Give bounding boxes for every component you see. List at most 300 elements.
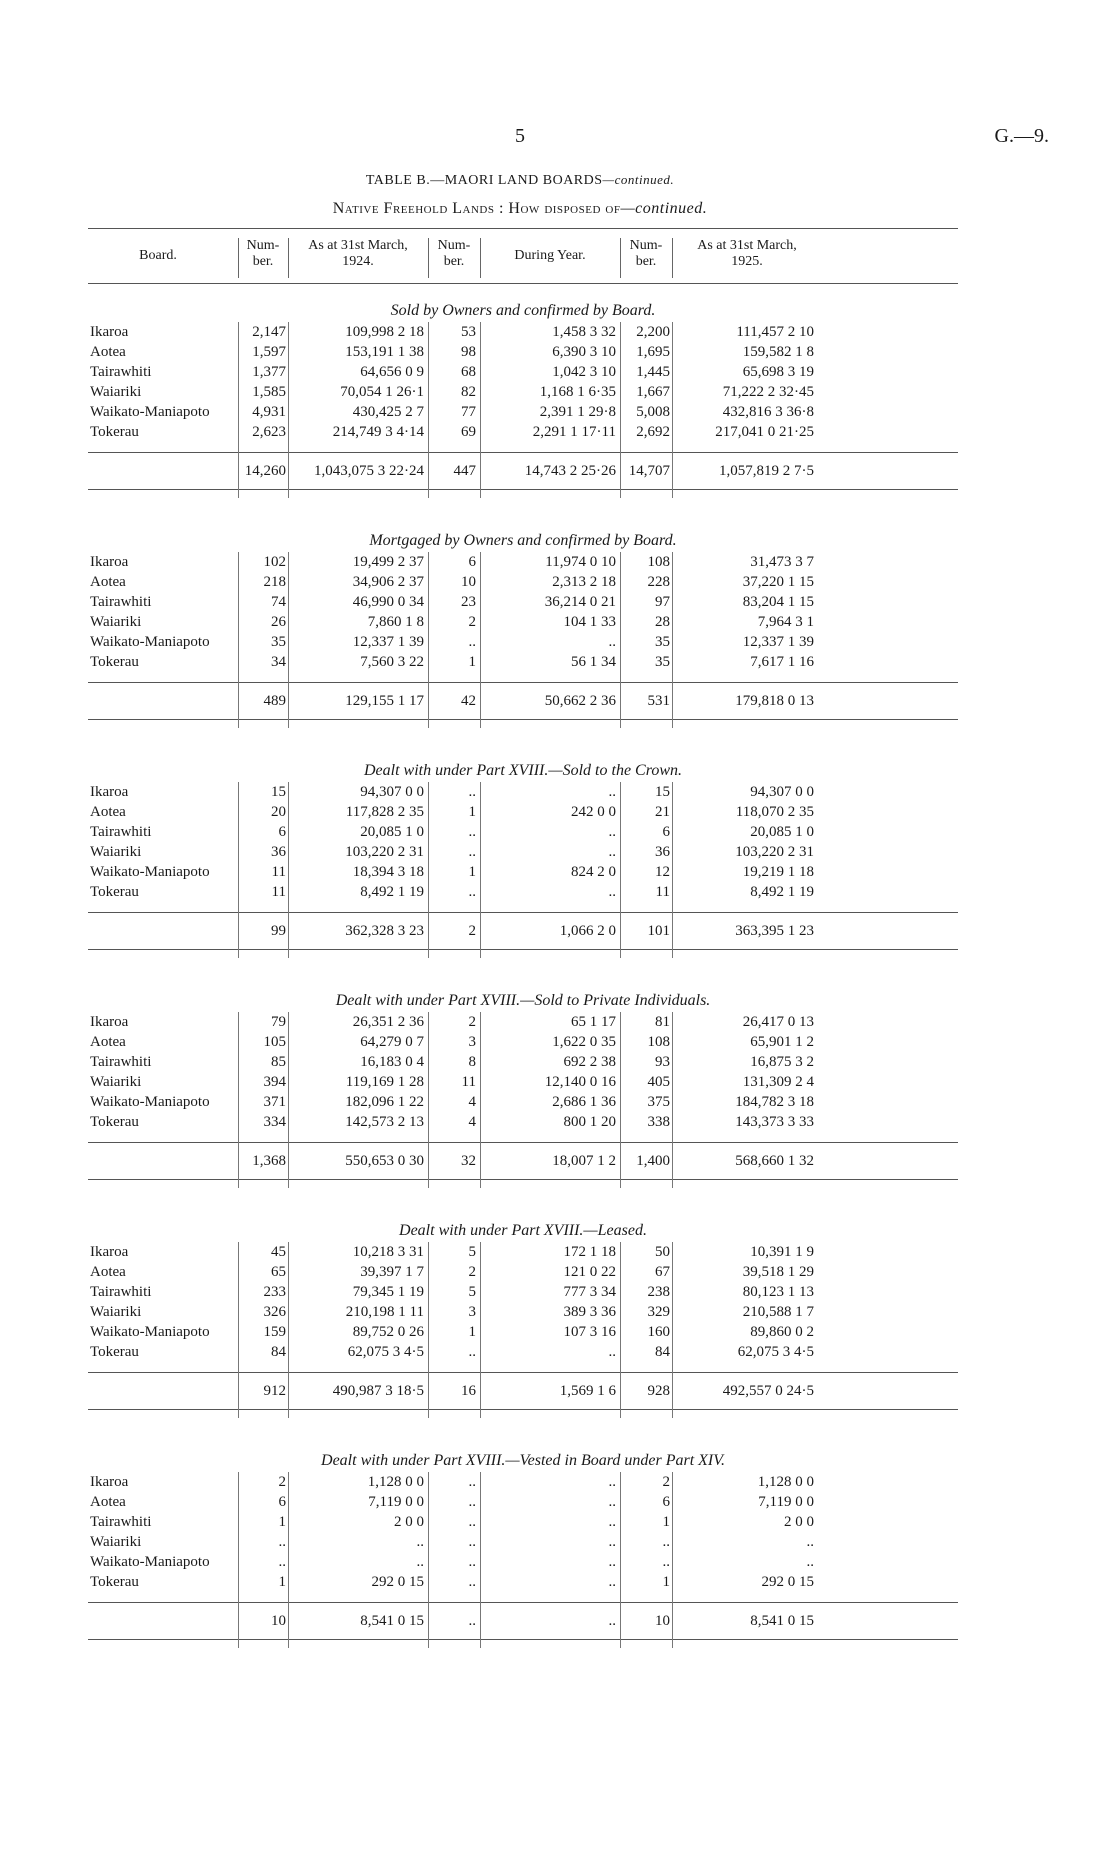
cell-number-year: 2 <box>468 1014 476 1030</box>
section-title: Mortgaged by Owners and confirmed by Board. <box>369 532 677 549</box>
table-row <box>88 842 958 862</box>
table-row <box>88 322 958 342</box>
cell-area-1925: 12,337 1 39 <box>742 634 814 650</box>
total-area-year: 1,569 1 6 <box>559 1383 616 1399</box>
total-area-1924: 129,155 1 17 <box>345 693 424 709</box>
table-row <box>88 1032 958 1052</box>
cell-area-1924: 64,279 0 7 <box>360 1034 424 1050</box>
cell-number-1925: 1,695 <box>636 344 670 360</box>
section-rows <box>88 552 958 720</box>
cell-area-1924: 26,351 2 36 <box>352 1014 424 1030</box>
column-divider <box>428 1472 429 1648</box>
cell-number-1924: .. <box>278 1534 286 1550</box>
section-total-row <box>88 1142 958 1180</box>
column-divider <box>238 1012 239 1188</box>
cell-number-year: 8 <box>468 1054 476 1070</box>
column-divider <box>480 1012 481 1188</box>
cell-area-year: 121 0 22 <box>563 1264 616 1280</box>
section-rows <box>88 782 958 950</box>
cell-area-year: 104 1 33 <box>563 614 616 630</box>
cell-area-year: 11,974 0 10 <box>545 554 616 570</box>
cell-area-1924: 64,656 0 9 <box>360 364 424 380</box>
cell-number-1925: .. <box>662 1554 670 1570</box>
column-divider <box>428 1012 429 1188</box>
cell-area-1924: 153,191 1 38 <box>345 344 424 360</box>
board-name: Waikato-Maniapoto <box>90 1554 210 1570</box>
total-area-year: 1,066 2 0 <box>559 923 616 939</box>
cell-area-year: 172 1 18 <box>563 1244 616 1260</box>
column-divider <box>620 1012 621 1188</box>
cell-number-1925: 2,692 <box>636 424 670 440</box>
table-section <box>88 760 958 950</box>
cell-area-year: .. <box>608 824 616 840</box>
table-row <box>88 822 958 842</box>
table-row <box>88 592 958 612</box>
table-row <box>88 402 958 422</box>
cell-area-1925: 7,617 1 16 <box>750 654 814 670</box>
board-name: Tokerau <box>90 884 139 900</box>
section-title: Dealt with under Part XVIII.—Leased. <box>399 1222 647 1239</box>
board-name: Waikato-Maniapoto <box>90 404 210 420</box>
cell-number-1924: 15 <box>271 784 286 800</box>
cell-area-1925: .. <box>806 1534 814 1550</box>
cell-area-1924: 79,345 1 19 <box>352 1284 424 1300</box>
total-number-1924: 1,368 <box>252 1153 286 1169</box>
total-area-1924: 550,653 0 30 <box>345 1153 424 1169</box>
total-number-year: .. <box>468 1613 476 1629</box>
cell-number-year: 2 <box>468 1264 476 1280</box>
cell-number-year: .. <box>468 824 476 840</box>
cell-number-year: 1 <box>468 654 476 670</box>
cell-area-year: 6,390 3 10 <box>552 344 616 360</box>
table-row <box>88 1282 958 1302</box>
total-area-year: 50,662 2 36 <box>544 693 616 709</box>
cell-area-1924: 8,492 1 19 <box>360 884 424 900</box>
cell-area-1924: 46,990 0 34 <box>352 594 424 610</box>
cell-number-1924: 6 <box>278 1494 286 1510</box>
cell-area-year: .. <box>608 884 616 900</box>
page-number: 5 <box>515 125 525 147</box>
cell-area-year: 1,458 3 32 <box>552 324 616 340</box>
cell-area-1925: 217,041 0 21·25 <box>715 424 814 440</box>
cell-area-1925: 1,128 0 0 <box>757 1474 814 1490</box>
cell-number-1924: 2,623 <box>252 424 286 440</box>
cell-number-year: 4 <box>468 1114 476 1130</box>
table-row <box>88 802 958 822</box>
cell-area-1924: 7,560 3 22 <box>360 654 424 670</box>
cell-area-1925: 62,075 3 4·5 <box>737 1344 814 1360</box>
board-name: Tairawhiti <box>90 824 152 840</box>
cell-area-1925: 7,119 0 0 <box>758 1494 814 1510</box>
cell-area-1924: 10,218 3 31 <box>352 1244 424 1260</box>
total-number-1925: 1,400 <box>636 1153 670 1169</box>
cell-number-year: 1 <box>468 864 476 880</box>
board-name: Tairawhiti <box>90 1284 152 1300</box>
cell-number-year: 82 <box>461 384 476 400</box>
column-divider <box>480 782 481 958</box>
cell-number-1925: 5,008 <box>636 404 670 420</box>
board-name: Waiariki <box>90 614 142 630</box>
cell-area-year: 824 2 0 <box>571 864 616 880</box>
cell-area-1924: 210,198 1 11 <box>345 1304 424 1320</box>
table-row <box>88 1472 958 1492</box>
table-section <box>88 1450 958 1640</box>
board-name: Ikaroa <box>90 784 129 800</box>
section-total-row <box>88 682 958 720</box>
cell-area-1924: 16,183 0 4 <box>360 1054 424 1070</box>
cell-area-1924: 292 0 15 <box>371 1574 424 1590</box>
cell-number-year: 5 <box>468 1244 476 1260</box>
board-name: Waikato-Maniapoto <box>90 864 210 880</box>
cell-area-1924: 34,906 2 37 <box>352 574 424 590</box>
table-row <box>88 1532 958 1552</box>
cell-area-1924: 7,119 0 0 <box>368 1494 424 1510</box>
column-divider <box>480 1242 481 1418</box>
column-divider <box>288 1472 289 1648</box>
cell-area-1924: .. <box>416 1554 424 1570</box>
cell-area-1924: .. <box>416 1534 424 1550</box>
section-rows <box>88 1242 958 1410</box>
cell-area-1925: 26,417 0 13 <box>742 1014 814 1030</box>
cell-number-1924: 35 <box>271 634 286 650</box>
table-header <box>88 238 958 278</box>
total-area-1924: 362,328 3 23 <box>345 923 424 939</box>
cell-area-1925: 20,085 1 0 <box>750 824 814 840</box>
cell-area-year: 56 1 34 <box>571 654 616 670</box>
total-number-1925: 14,707 <box>628 463 670 479</box>
board-name: Tokerau <box>90 1574 139 1590</box>
column-divider <box>288 552 289 728</box>
table-row <box>88 552 958 572</box>
table-row <box>88 1052 958 1072</box>
total-number-year: 2 <box>468 923 476 939</box>
board-name: Ikaroa <box>90 554 129 570</box>
cell-number-1925: 35 <box>655 634 670 650</box>
header-board: Board. <box>139 248 177 263</box>
cell-area-1924: 70,054 1 26·1 <box>340 384 424 400</box>
cell-number-1925: 1,667 <box>636 384 670 400</box>
cell-number-1925: 108 <box>647 1034 670 1050</box>
board-name: Ikaroa <box>90 1474 129 1490</box>
column-divider <box>428 552 429 728</box>
column-divider <box>672 782 673 958</box>
cell-area-1924: 109,998 2 18 <box>345 324 424 340</box>
table-row <box>88 632 958 652</box>
column-divider <box>480 552 481 728</box>
cell-number-1925: 228 <box>647 574 670 590</box>
cell-number-1924: 1,597 <box>252 344 286 360</box>
table-row <box>88 572 958 592</box>
cell-number-1925: 1 <box>662 1574 670 1590</box>
column-divider <box>672 322 673 498</box>
cell-number-1924: 85 <box>271 1054 286 1070</box>
cell-number-1925: 1 <box>662 1514 670 1530</box>
board-name: Waiariki <box>90 1304 142 1320</box>
cell-area-year: 12,140 0 16 <box>544 1074 616 1090</box>
cell-area-1924: 2 0 0 <box>394 1514 424 1530</box>
cell-number-1924: 326 <box>263 1304 286 1320</box>
cell-number-year: 77 <box>461 404 476 420</box>
table-row <box>88 1092 958 1112</box>
cell-area-1924: 39,397 1 7 <box>360 1264 424 1280</box>
subtitle-cont: —continued. <box>620 200 708 217</box>
cell-area-1924: 7,860 1 8 <box>367 614 424 630</box>
cell-number-1924: 105 <box>263 1034 286 1050</box>
header-number-2: Num- ber. <box>437 238 471 269</box>
cell-area-1925: 2 0 0 <box>784 1514 814 1530</box>
header-top-rule <box>88 228 958 229</box>
total-number-1925: 531 <box>647 693 670 709</box>
cell-number-1924: 4,931 <box>252 404 286 420</box>
cell-number-year: .. <box>468 1514 476 1530</box>
header-number-3: Num- ber. <box>629 238 663 269</box>
cell-number-year: .. <box>468 634 476 650</box>
cell-area-1925: 7,964 3 1 <box>757 614 814 630</box>
cell-area-1925: 103,220 2 31 <box>735 844 814 860</box>
cell-number-1925: 97 <box>655 594 670 610</box>
table-row <box>88 1342 958 1362</box>
cell-area-year: .. <box>608 1344 616 1360</box>
cell-number-1925: 238 <box>647 1284 670 1300</box>
cell-area-year: 2,313 2 18 <box>552 574 616 590</box>
cell-area-year: 389 3 36 <box>563 1304 616 1320</box>
table-row <box>88 882 958 902</box>
table-section <box>88 530 958 720</box>
column-divider <box>620 782 621 958</box>
cell-number-1924: 36 <box>271 844 286 860</box>
cell-number-1924: 2,147 <box>252 324 286 340</box>
table-row <box>88 382 958 402</box>
section-total-row <box>88 1372 958 1410</box>
header-as-at-1924: As at 31st March, 1924. <box>308 238 408 269</box>
total-number-1925: 101 <box>647 923 670 939</box>
cell-area-1925: 89,860 0 2 <box>750 1324 814 1340</box>
cell-area-1924: 94,307 0 0 <box>360 784 424 800</box>
cell-number-1925: 2 <box>662 1474 670 1490</box>
column-divider <box>288 322 289 498</box>
cell-area-year: 1,168 1 6·35 <box>539 384 616 400</box>
section-total-row <box>88 912 958 950</box>
cell-number-1924: 65 <box>271 1264 286 1280</box>
cell-area-1925: .. <box>806 1554 814 1570</box>
table-subtitle <box>0 200 1040 218</box>
cell-area-1925: 31,473 3 7 <box>750 554 814 570</box>
cell-area-1925: 118,070 2 35 <box>735 804 814 820</box>
cell-number-1925: 6 <box>662 824 670 840</box>
cell-number-1925: 50 <box>655 1244 670 1260</box>
cell-number-1925: .. <box>662 1534 670 1550</box>
cell-area-year: .. <box>608 844 616 860</box>
header-during-year: During Year. <box>514 248 586 263</box>
table-title <box>0 172 1040 189</box>
section-title: Dealt with under Part XVIII.—Vested in Board under Part XIV. <box>321 1452 725 1469</box>
total-area-1925: 492,557 0 24·5 <box>722 1383 814 1399</box>
board-name: Tokerau <box>90 424 139 440</box>
table-row <box>88 1242 958 1262</box>
cell-area-1924: 12,337 1 39 <box>352 634 424 650</box>
total-area-1925: 568,660 1 32 <box>735 1153 814 1169</box>
column-divider <box>238 322 239 498</box>
header-as-at-1925: As at 31st March, 1925. <box>697 238 797 269</box>
cell-area-1924: 117,828 2 35 <box>345 804 424 820</box>
cell-number-1924: 84 <box>271 1344 286 1360</box>
cell-number-1925: 1,445 <box>636 364 670 380</box>
total-number-1924: 912 <box>263 1383 286 1399</box>
board-name: Waiariki <box>90 1534 142 1550</box>
cell-number-1925: 11 <box>655 884 670 900</box>
cell-number-1925: 329 <box>647 1304 670 1320</box>
cell-number-1924: 1 <box>278 1514 286 1530</box>
column-divider <box>620 1242 621 1418</box>
cell-number-1924: 1 <box>278 1574 286 1590</box>
cell-number-1925: 12 <box>655 864 670 880</box>
column-divider <box>238 1242 239 1418</box>
table-row <box>88 1012 958 1032</box>
total-area-1925: 179,818 0 13 <box>735 693 814 709</box>
cell-number-1925: 375 <box>647 1094 670 1110</box>
table-row <box>88 1262 958 1282</box>
cell-number-1925: 67 <box>655 1264 670 1280</box>
cell-number-1924: 334 <box>263 1114 286 1130</box>
board-name: Waikato-Maniapoto <box>90 1094 210 1110</box>
table-row <box>88 1302 958 1322</box>
board-name: Aotea <box>90 1264 126 1280</box>
cell-number-1925: 93 <box>655 1054 670 1070</box>
column-divider <box>288 1242 289 1418</box>
column-divider <box>288 1012 289 1188</box>
total-number-1924: 10 <box>271 1613 286 1629</box>
total-area-year: .. <box>608 1613 616 1629</box>
board-name: Aotea <box>90 1034 126 1050</box>
total-number-year: 16 <box>461 1383 476 1399</box>
table-title-main: TABLE B.—MAORI LAND BOARDS <box>365 173 603 188</box>
cell-number-1924: 218 <box>263 574 286 590</box>
cell-number-1924: 11 <box>271 864 286 880</box>
subtitle-main: Native Freehold Lands : How disposed of <box>332 200 621 217</box>
total-number-1924: 489 <box>263 693 286 709</box>
total-number-1925: 928 <box>647 1383 670 1399</box>
cell-area-year: 2,391 1 29·8 <box>539 404 616 420</box>
cell-number-year: 2 <box>468 614 476 630</box>
cell-number-1924: 233 <box>263 1284 286 1300</box>
cell-number-year: 23 <box>461 594 476 610</box>
section-rows <box>88 1472 958 1640</box>
column-divider <box>428 322 429 498</box>
cell-number-1925: 84 <box>655 1344 670 1360</box>
column-divider <box>238 782 239 958</box>
board-name: Waiariki <box>90 844 142 860</box>
cell-number-1925: 338 <box>647 1114 670 1130</box>
column-divider <box>672 1472 673 1648</box>
board-name: Tokerau <box>90 1114 139 1130</box>
cell-number-1924: 34 <box>271 654 286 670</box>
cell-area-year: .. <box>608 1574 616 1590</box>
column-divider <box>672 1242 673 1418</box>
column-divider <box>238 1472 239 1648</box>
board-name: Waiariki <box>90 1074 142 1090</box>
board-name: Waikato-Maniapoto <box>90 1324 210 1340</box>
cell-area-year: 692 2 38 <box>563 1054 616 1070</box>
board-name: Aotea <box>90 574 126 590</box>
board-name: Waiariki <box>90 384 142 400</box>
cell-area-year: 777 3 34 <box>563 1284 616 1300</box>
cell-number-year: .. <box>468 1554 476 1570</box>
total-number-year: 447 <box>453 463 476 479</box>
page-reference: G.—9. <box>994 125 1049 147</box>
board-name: Tairawhiti <box>90 1054 152 1070</box>
cell-number-1924: 2 <box>278 1474 286 1490</box>
table-row <box>88 862 958 882</box>
cell-number-year: 11 <box>461 1074 476 1090</box>
cell-area-year: .. <box>608 1514 616 1530</box>
cell-number-year: .. <box>468 1474 476 1490</box>
cell-number-1924: 1,377 <box>252 364 286 380</box>
section-total-row <box>88 1602 958 1640</box>
cell-number-year: .. <box>468 844 476 860</box>
table-row <box>88 1112 958 1132</box>
cell-number-1924: 26 <box>271 614 286 630</box>
cell-area-1925: 143,373 3 33 <box>735 1114 814 1130</box>
column-divider <box>620 322 621 498</box>
cell-number-1925: 15 <box>655 784 670 800</box>
cell-number-1925: 160 <box>647 1324 670 1340</box>
cell-area-1925: 19,219 1 18 <box>742 864 814 880</box>
cell-number-1925: 28 <box>655 614 670 630</box>
cell-area-1924: 119,169 1 28 <box>345 1074 424 1090</box>
cell-number-1924: 102 <box>263 554 286 570</box>
table-row <box>88 1072 958 1092</box>
section-rows <box>88 322 958 490</box>
cell-area-1924: 142,573 2 13 <box>345 1114 424 1130</box>
total-area-1924: 490,987 3 18·5 <box>332 1383 424 1399</box>
cell-area-1924: 1,128 0 0 <box>367 1474 424 1490</box>
cell-number-year: .. <box>468 1494 476 1510</box>
cell-number-1925: 21 <box>655 804 670 820</box>
cell-number-1924: 371 <box>263 1094 286 1110</box>
cell-number-1925: 108 <box>647 554 670 570</box>
cell-area-1925: 37,220 1 15 <box>742 574 814 590</box>
cell-number-year: 1 <box>468 804 476 820</box>
column-divider <box>620 552 621 728</box>
table-row <box>88 1552 958 1572</box>
board-name: Tairawhiti <box>90 1514 152 1530</box>
cell-area-1924: 430,425 2 7 <box>352 404 424 420</box>
cell-area-1924: 19,499 2 37 <box>352 554 424 570</box>
table-row <box>88 652 958 672</box>
cell-area-1925: 39,518 1 29 <box>742 1264 814 1280</box>
cell-number-1924: 6 <box>278 824 286 840</box>
cell-number-1924: 1,585 <box>252 384 286 400</box>
table-section <box>88 1220 958 1410</box>
total-number-year: 42 <box>461 693 476 709</box>
section-total-row <box>88 452 958 490</box>
board-name: Tokerau <box>90 1344 139 1360</box>
table-row <box>88 612 958 632</box>
cell-area-1924: 20,085 1 0 <box>360 824 424 840</box>
cell-number-year: 3 <box>468 1304 476 1320</box>
total-number-1924: 14,260 <box>244 463 286 479</box>
section-title: Dealt with under Part XVIII.—Sold to the Crown. <box>363 762 683 779</box>
column-divider <box>480 1472 481 1648</box>
cell-area-year: 36,214 0 21 <box>544 594 616 610</box>
board-name: Ikaroa <box>90 1014 129 1030</box>
cell-area-1925: 159,582 1 8 <box>742 344 814 360</box>
table-row <box>88 1512 958 1532</box>
cell-area-1924: 182,096 1 22 <box>345 1094 424 1110</box>
cell-number-1925: 81 <box>655 1014 670 1030</box>
table-row <box>88 342 958 362</box>
cell-area-1925: 111,457 2 10 <box>736 324 814 340</box>
